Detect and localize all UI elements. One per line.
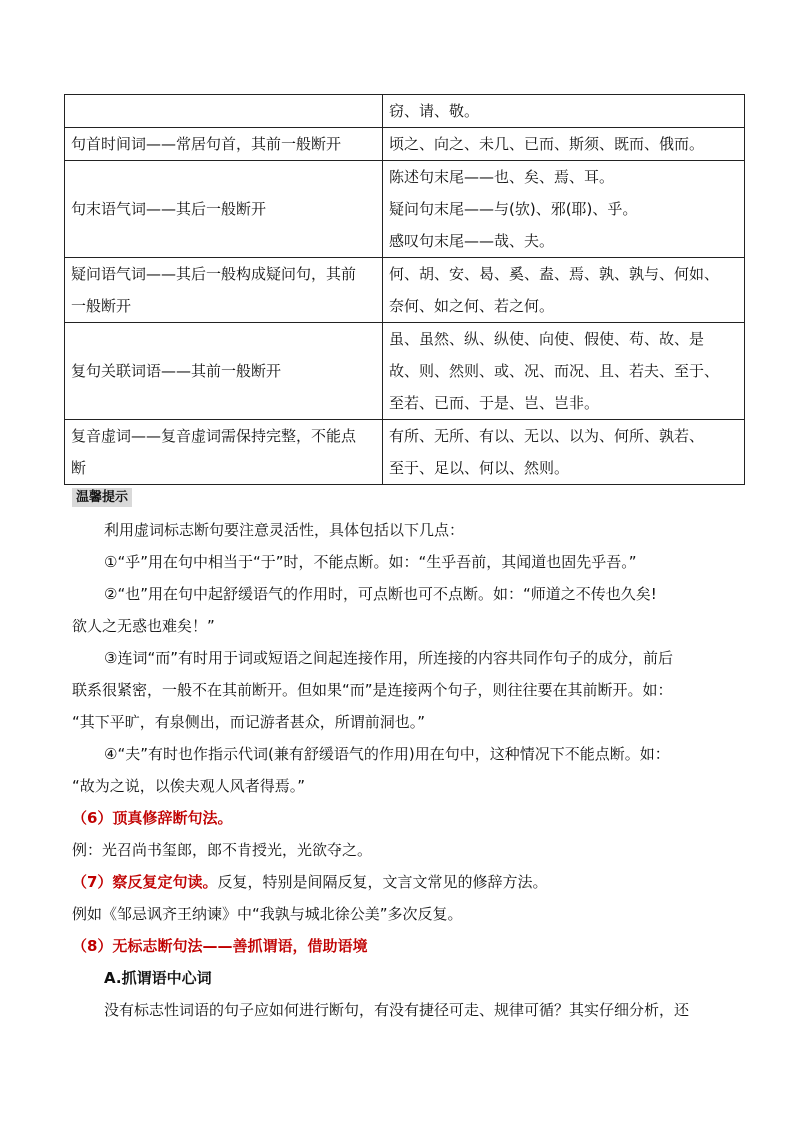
cell-line: 断 bbox=[71, 459, 87, 477]
tip-point-4a: ④“夫”有时也作指示代词(兼有舒缓语气的作用)用在句中，这种情况下不能点断。如： bbox=[104, 745, 670, 763]
examples-cell bbox=[383, 128, 745, 161]
section-8-text: 没有标志性词语的句子应如何进行断句，有没有捷径可走、规律可循？其实仔细分析，还 bbox=[104, 1001, 690, 1019]
examples-cell bbox=[383, 95, 745, 128]
rule-cell bbox=[65, 323, 383, 420]
rule-cell bbox=[65, 258, 383, 323]
function-word-table bbox=[64, 94, 745, 485]
tip-point-3c: “其下平旷，有泉侧出，而记游者甚众，所谓前洞也。” bbox=[72, 713, 426, 731]
cell-line: 至于、足以、何以、然则。 bbox=[389, 459, 570, 477]
section-7-example: 例如《邹忌讽齐王纳谏》中“我孰与城北徐公美”多次反复。 bbox=[72, 905, 463, 923]
cell-line: 复音虚词——复音虚词需保持完整，不能点 bbox=[71, 427, 357, 445]
cell-line: 句首时间词——常居句首，其前一般断开 bbox=[71, 135, 342, 153]
cell-line: 陈述句末尾——也、矣、焉、耳。 bbox=[389, 168, 615, 186]
cell-line: 何、胡、安、曷、奚、盍、焉、孰、孰与、何如、 bbox=[389, 265, 720, 283]
cell-line: 至若、已而、于是、岂、岂非。 bbox=[389, 394, 600, 412]
cell-line: 窃、请、敬。 bbox=[389, 102, 480, 120]
examples-cell bbox=[383, 323, 745, 420]
tip-point-4b: “故为之说，以俟夫观人风者得焉。” bbox=[72, 777, 306, 795]
section-7-rest: 反复，特别是间隔反复，文言文常见的修辞方法。 bbox=[217, 873, 548, 891]
section-8-subheading: A.抓谓语中心词 bbox=[104, 969, 212, 987]
cell-line: 顷之、向之、未几、已而、斯须、既而、俄而。 bbox=[389, 135, 705, 153]
tip-point-1: ①“乎”用在句中相当于“于”时，不能点断。如：“生乎吾前，其闻道也固先乎吾。” bbox=[104, 553, 637, 571]
table-row bbox=[65, 420, 745, 485]
cell-line: 一般断开 bbox=[71, 297, 132, 315]
examples-cell bbox=[383, 258, 745, 323]
tip-point-2b: 欲人之无惑也难矣！” bbox=[72, 617, 215, 635]
table-row bbox=[65, 128, 745, 161]
tip-badge: 温馨提示 bbox=[72, 488, 132, 507]
cell-line: 虽、虽然、纵、纵使、向使、假使、苟、故、是 bbox=[389, 330, 705, 348]
table-row bbox=[65, 95, 745, 128]
cell-line: 疑问语气词——其后一般构成疑问句，其前 bbox=[71, 265, 357, 283]
rule-cell bbox=[65, 161, 383, 258]
table-row bbox=[65, 323, 745, 420]
cell-line: 故、则、然则、或、况、而况、且、若夫、至于、 bbox=[389, 362, 720, 380]
examples-cell bbox=[383, 161, 745, 258]
examples-cell bbox=[383, 420, 745, 485]
cell-line: 有所、无所、有以、无以、以为、何所、孰若、 bbox=[389, 427, 705, 445]
section-6-example: 例：光召尚书玺郎，郎不肯授光，光欲夺之。 bbox=[72, 841, 373, 859]
section-7-heading: （7）察反复定句读。 bbox=[72, 873, 218, 891]
tip-point-2a: ②“也”用在句中起舒缓语气的作用时，可点断也可不点断。如：“师道之不传也久矣! bbox=[104, 585, 657, 603]
cell-line: 感叹句末尾——哉、夫。 bbox=[389, 232, 555, 250]
table-row bbox=[65, 258, 745, 323]
tip-point-3b: 联系很紧密，一般不在其前断开。但如果“而”是连接两个句子，则往往要在其前断开。如： bbox=[72, 681, 673, 699]
rule-cell bbox=[65, 420, 383, 485]
tip-point-3a: ③连词“而”有时用于词或短语之间起连接作用，所连接的内容共同作句子的成分，前后 bbox=[104, 649, 673, 667]
cell-line: 疑问句末尾——与(欤)、邪(耶)、乎。 bbox=[389, 200, 638, 218]
tip-intro: 利用虚词标志断句要注意灵活性，具体包括以下几点： bbox=[104, 521, 465, 539]
rule-cell bbox=[65, 95, 383, 128]
section-6-heading: （6）顶真修辞断句法。 bbox=[72, 809, 233, 827]
cell-line: 奈何、如之何、若之何。 bbox=[389, 297, 555, 315]
cell-line: 句末语气词——其后一般断开 bbox=[71, 200, 267, 218]
section-8-heading: （8）无标志断句法——善抓谓语，借助语境 bbox=[72, 937, 368, 955]
table-row bbox=[65, 161, 745, 258]
cell-line: 复句关联词语——其前一般断开 bbox=[71, 362, 282, 380]
table-body bbox=[65, 95, 745, 485]
rule-cell bbox=[65, 128, 383, 161]
section-7-line bbox=[72, 866, 732, 898]
